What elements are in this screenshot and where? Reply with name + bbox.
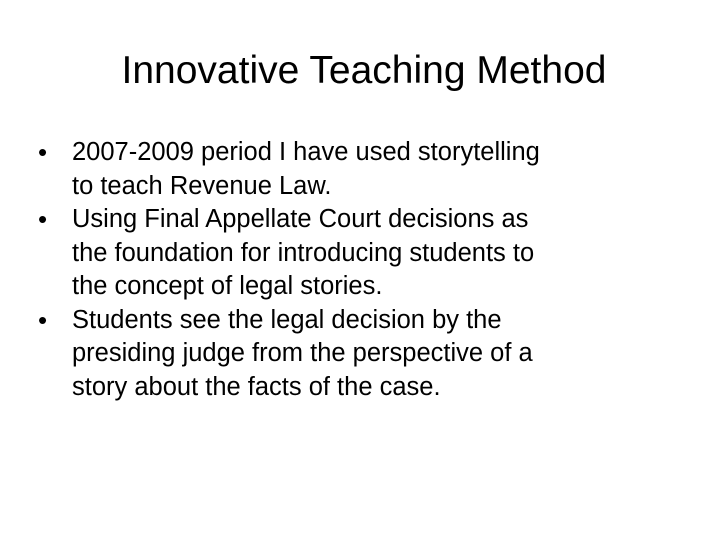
bullet-item — [38, 203, 678, 304]
bullet-text-line: Using Final Appellate Court decisions as — [72, 205, 529, 233]
bullet-dot-icon: • — [38, 137, 48, 167]
bullet-list — [38, 136, 678, 404]
bullet-text-line: 2007-2009 period I have used storytelling — [72, 138, 540, 166]
bullet-dot-icon: • — [38, 204, 48, 234]
bullet-item — [38, 136, 678, 203]
slide-title: Innovative Teaching Method — [121, 49, 607, 92]
bullet-text-line: the concept of legal stories. — [72, 272, 383, 300]
bullet-dot-icon: • — [38, 304, 48, 335]
bullet-text-line: to teach Revenue Law. — [72, 171, 332, 200]
bullet-text-line: presiding judge from the perspective of a — [72, 339, 533, 367]
bullet-text-line: story about the facts of the case. — [72, 372, 441, 401]
bullet-text-line: the foundation for introducing students to — [72, 238, 535, 267]
bullet-item — [38, 304, 678, 405]
bullet-text-line: Students see the legal decision by the — [72, 305, 502, 334]
